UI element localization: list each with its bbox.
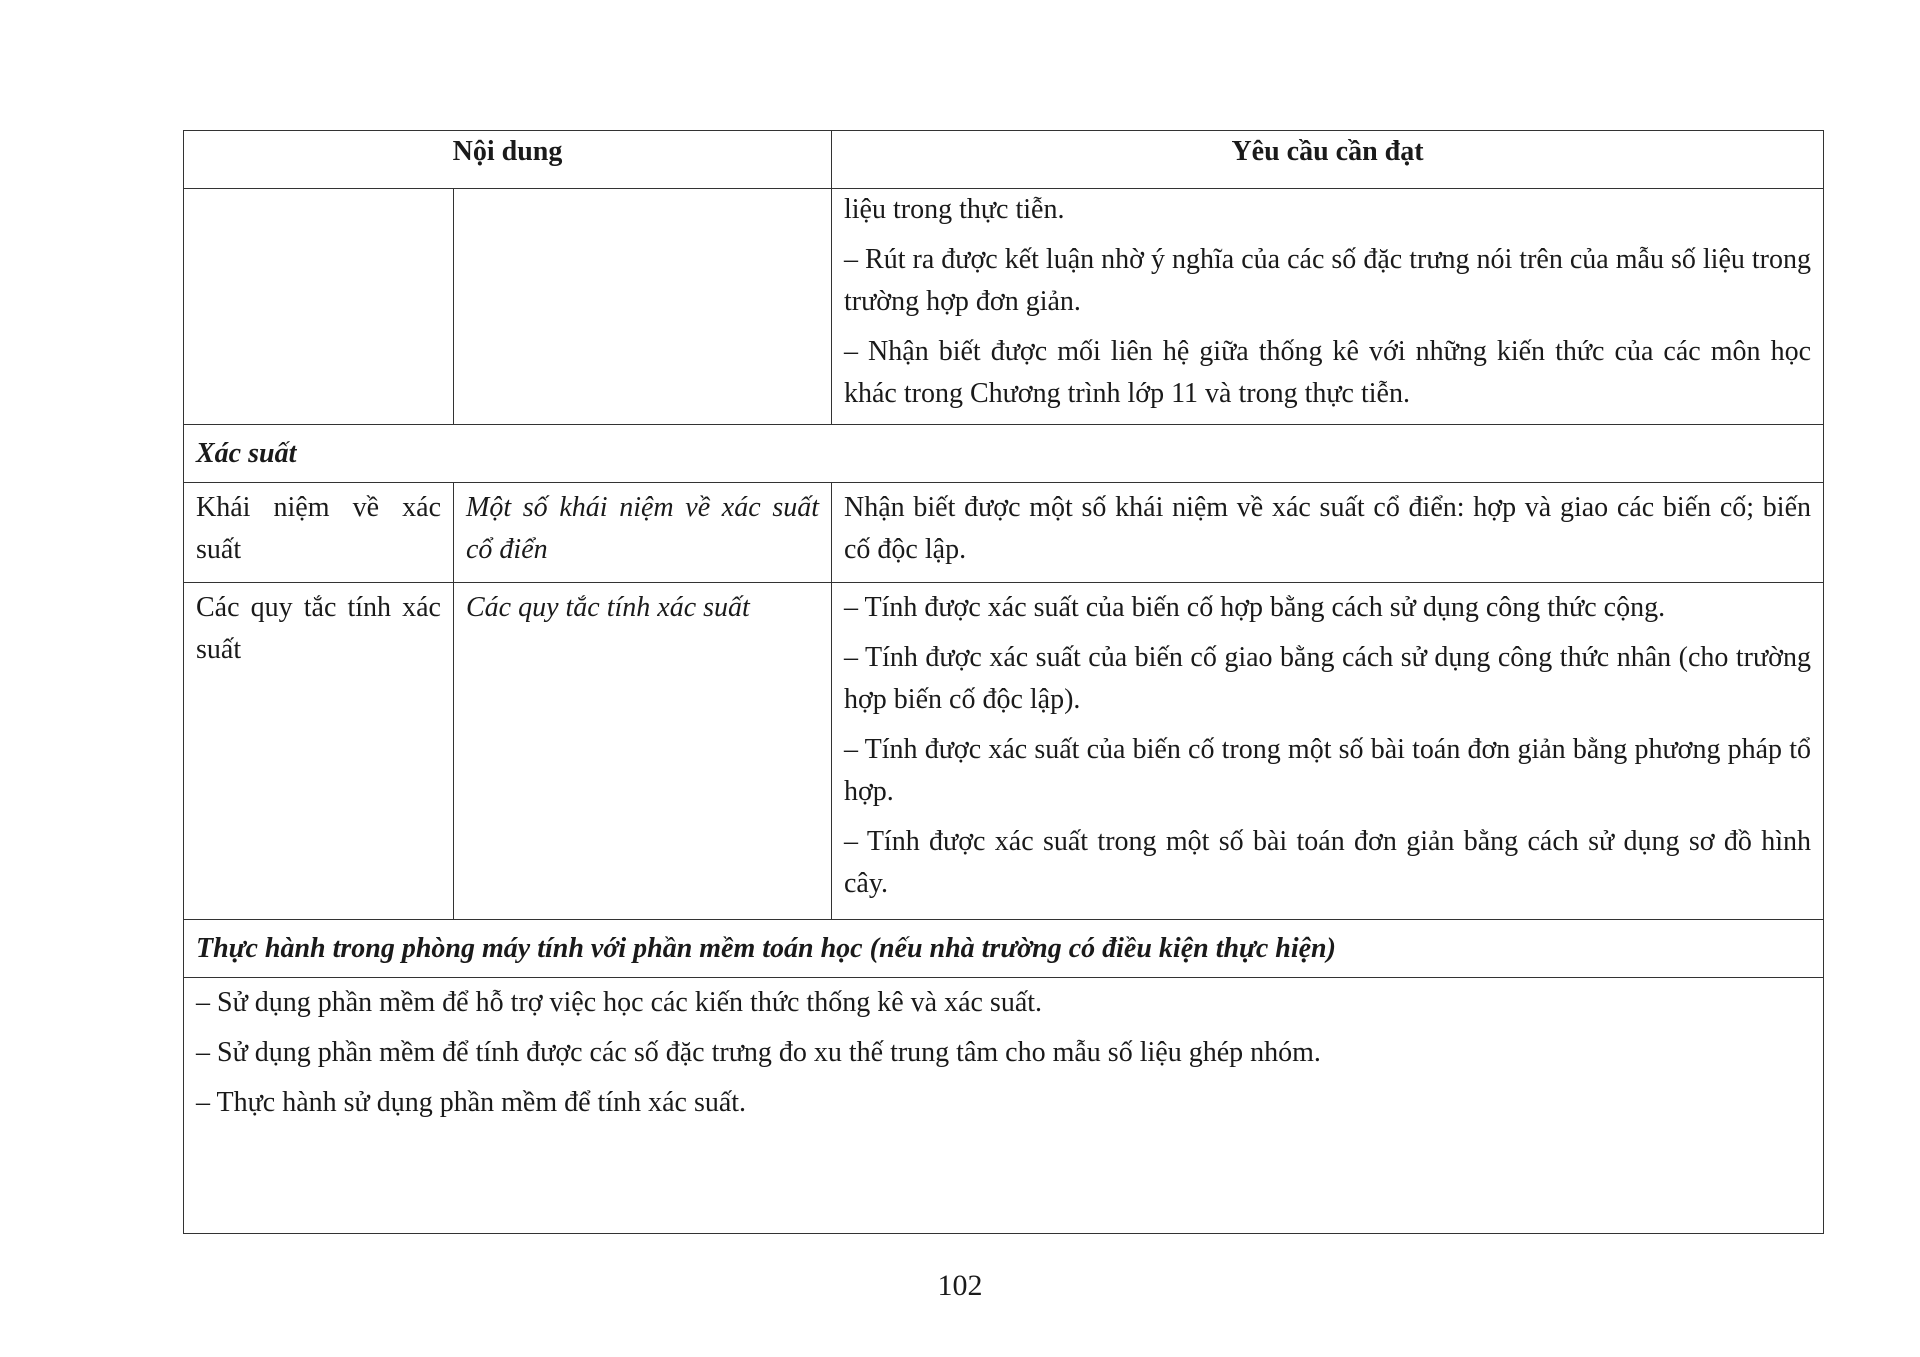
- header-content: Nội dung: [184, 131, 832, 189]
- table-row-concepts: [184, 483, 1824, 583]
- section-heading: Xác suất: [184, 425, 1824, 483]
- topic-cell-empty: [184, 189, 454, 425]
- page-number: 102: [937, 1269, 983, 1302]
- section-heading: Thực hành trong phòng máy tính với phần mềm toán học (nếu nhà trường có điều kiện thực hiện): [184, 920, 1824, 978]
- requirements-cell: [832, 189, 1824, 425]
- requirement-line: – Tính được xác suất trong một số bài toán đơn giản bằng cách sử dụng sơ đồ hình cây.: [844, 826, 1811, 899]
- requirement-line: – Tính được xác suất của biến cố hợp bằng cách sử dụng công thức cộng.: [844, 592, 1666, 623]
- practice-cell: [184, 978, 1824, 1234]
- requirement-line: – Tính được xác suất của biến cố giao bằng cách sử dụng công thức nhân (cho trường hợp biến cố độc lập).: [844, 642, 1811, 715]
- topic-cell: Khái niệm về xác suất: [184, 483, 454, 583]
- subtopic-cell: Một số khái niệm về xác suất cổ điển: [454, 483, 832, 583]
- requirements-cell: [832, 583, 1824, 920]
- table-row-rules: [184, 583, 1824, 920]
- topic-cell: Các quy tắc tính xác suất: [184, 583, 454, 920]
- practice-line: – Sử dụng phần mềm để hỗ trợ việc học các kiến thức thống kê và xác suất.: [196, 987, 1043, 1018]
- requirements-cell: Nhận biết được một số khái niệm về xác suất cổ điển: hợp và giao các biến cố; biến cố độc lập.: [832, 483, 1824, 583]
- table-row-practice: [184, 978, 1824, 1234]
- header-requirements: Yêu cầu cần đạt: [832, 131, 1824, 189]
- curriculum-table: [183, 130, 1824, 1234]
- subtopic-cell-empty: [454, 189, 832, 425]
- requirement-line: – Tính được xác suất của biến cố trong một số bài toán đơn giản bằng phương pháp tổ hợp.: [844, 734, 1811, 807]
- requirement-line: – Nhận biết được mối liên hệ giữa thống kê với những kiến thức của các môn học khác trong Chương trình lớp 11 và trong thực tiễn.: [844, 336, 1811, 409]
- section-row-practice: [184, 920, 1824, 978]
- subtopic-cell: Các quy tắc tính xác suất: [454, 583, 832, 920]
- practice-line: – Sử dụng phần mềm để tính được các số đặc trưng đo xu thế trung tâm cho mẫu số liệu ghép nhóm.: [196, 1037, 1321, 1068]
- requirement-line: – Rút ra được kết luận nhờ ý nghĩa của các số đặc trưng nói trên của mẫu số liệu trong trường hợp đơn giản.: [844, 244, 1811, 317]
- table-row-continued: [184, 189, 1824, 425]
- requirement-line: liệu trong thực tiễn.: [844, 194, 1065, 225]
- table-header-row: [184, 131, 1824, 189]
- section-row-probability: [184, 425, 1824, 483]
- practice-line: – Thực hành sử dụng phần mềm để tính xác suất.: [196, 1087, 747, 1118]
